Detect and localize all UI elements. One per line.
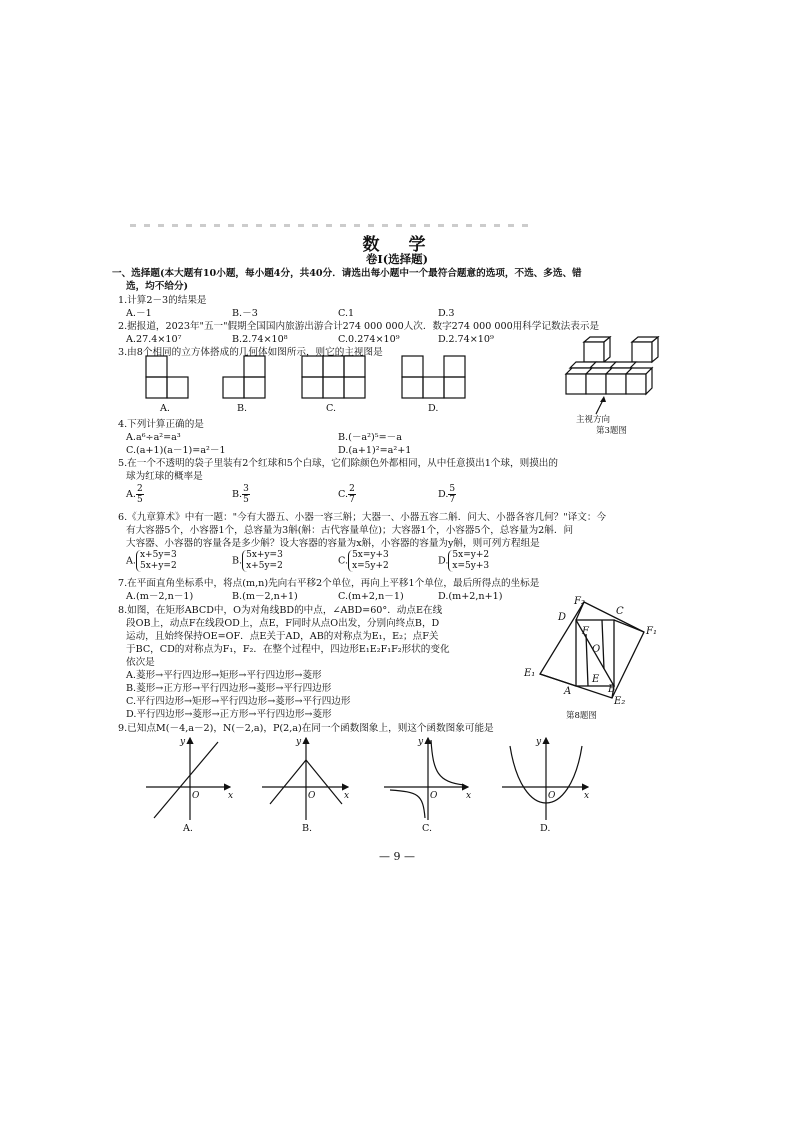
- q8-label-f: F: [582, 626, 589, 637]
- question-1-stem: 1.计算2－3的结果是: [118, 295, 207, 306]
- q1-option-a[interactable]: A.－1: [126, 308, 152, 319]
- q9-b-o: O: [308, 791, 316, 801]
- q3-figure-label: 主视方向: [576, 415, 611, 425]
- q9-a-y: y: [180, 737, 186, 747]
- q6-a-eq1: x+5y=3: [139, 550, 177, 560]
- q5-b-num: 3: [243, 484, 249, 494]
- q6-b-eq1: 5x+y=3: [246, 550, 283, 560]
- q9-c-y: y: [418, 737, 424, 747]
- q4-option-d[interactable]: D.(a+1)²=a²+1: [338, 445, 412, 456]
- q9-c-x: x: [466, 791, 472, 801]
- question-8-line-2: 段OB上，动点F在线段OD上，点E，F同时从点O出发，分别向终点B，D: [126, 618, 440, 629]
- q8-label-b: B: [608, 684, 616, 695]
- q8-label-a: A: [564, 686, 572, 697]
- q7-option-d[interactable]: D.(m+2,n+1): [438, 591, 503, 602]
- q5-c-letter: C.: [338, 489, 349, 500]
- q2-option-a[interactable]: A.27.4×10⁷: [126, 334, 182, 345]
- q5-option-d[interactable]: [438, 484, 456, 505]
- q1-option-b[interactable]: B.－3: [232, 308, 258, 319]
- q9-d-o: O: [548, 791, 556, 801]
- q8-label-e: E: [592, 674, 600, 685]
- q6-d-eq2: x=5y+3: [452, 561, 490, 571]
- q4-option-a[interactable]: A.a⁶÷a²=a³: [126, 432, 181, 443]
- question-6-stem: 6.《九章算术》中有一题："今有大器五、小器一容三斛；大器一、小器五容二斛．问大、小器各容几何？"译文：今: [118, 512, 607, 523]
- q5-option-b[interactable]: [232, 484, 250, 505]
- q8-option-d[interactable]: D.平行四边形→菱形→正方形→平行四边形→菱形: [126, 709, 332, 720]
- q7-option-a[interactable]: A.(m－2,n－1): [126, 591, 194, 602]
- q9-option-c[interactable]: C.: [422, 823, 433, 834]
- q5-d-letter: D.: [438, 489, 449, 500]
- q8-label-d: D: [558, 612, 567, 623]
- q8-label-c: C: [616, 606, 624, 617]
- q9-a-o: O: [192, 791, 200, 801]
- q5-d-den: 7: [449, 495, 456, 505]
- q3-option-d[interactable]: D.: [428, 403, 439, 414]
- question-6-stem-cont2: 大容器、小容器的容量各是多少斛？设大容器的容量为x斛，小容器的容量为y斛，则可列方程组是: [126, 538, 540, 549]
- question-8-line-3: 运动，且始终保持OE=OF．点E关于AD，AB的对称点为E₁，E₂；点F关: [126, 631, 439, 642]
- q2-option-c[interactable]: C.0.274×10⁹: [338, 334, 400, 345]
- q6-c-eq1: 5x=y+3: [352, 550, 389, 560]
- q3-option-b[interactable]: B.: [237, 403, 248, 414]
- q9-option-a[interactable]: A.: [183, 823, 193, 834]
- q4-option-c[interactable]: C.(a+1)(a－1)=a²－1: [126, 445, 226, 456]
- q8-label-f2: F₂: [574, 596, 585, 607]
- q9-graphs: [138, 732, 598, 824]
- q9-option-b[interactable]: B.: [302, 823, 313, 834]
- q5-option-a[interactable]: [126, 484, 144, 505]
- q6-c-eq2: x=5y+2: [352, 561, 389, 571]
- q9-option-d[interactable]: D.: [540, 823, 551, 834]
- q5-option-c[interactable]: [338, 484, 356, 505]
- q3-option-c[interactable]: C.: [326, 403, 337, 414]
- q6-a-eq2: 5x+y=2: [139, 561, 177, 571]
- q6-b-letter: B.: [232, 555, 243, 567]
- q6-option-d[interactable]: [438, 550, 489, 572]
- q6-option-a[interactable]: [126, 550, 177, 572]
- q6-a-letter: A.: [126, 555, 136, 567]
- q9-c-o: O: [430, 791, 438, 801]
- question-6-stem-cont1: 有大容器5个，小容器1个，总容量为3斛(斛：古代容量单位)；大容器1个，小容器5个，总容量为2斛．问: [126, 525, 574, 536]
- question-8-line-4: 于BC，CD的对称点为F₁，F₂．在整个过程中，四边形E₁E₂F₁F₂形状的变化: [126, 644, 450, 655]
- q6-d-letter: D.: [438, 555, 449, 567]
- q5-a-den: 5: [136, 495, 143, 505]
- question-9-stem: 9.已知点M(－4,a－2)，N(－2,a)，P(2,a)在同一个函数图象上，则这个函数图象可能是: [118, 723, 494, 734]
- q8-label-o: O: [592, 644, 601, 655]
- q6-option-c[interactable]: [338, 550, 389, 572]
- q8-geometry-figure: [518, 594, 668, 706]
- q1-option-c[interactable]: C.1: [338, 308, 355, 319]
- question-4-stem: 4.下列计算正确的是: [118, 419, 204, 430]
- question-3-stem: 3.由8个相同的立方体搭成的几何体如图所示，则它的主视图是: [118, 347, 383, 358]
- section-heading-cont: 选，均不给分): [126, 281, 189, 292]
- q6-b-eq2: x+5y=2: [246, 561, 283, 571]
- q3-cube-figure: [560, 336, 670, 418]
- q5-a-num: 2: [136, 484, 143, 494]
- q8-label-e2: E₂: [614, 696, 626, 706]
- q7-option-c[interactable]: C.(m+2,n－1): [338, 591, 404, 602]
- scan-artifact: [130, 224, 530, 227]
- q4-option-b[interactable]: B.(－a²)⁵=－a: [338, 432, 402, 443]
- q8-option-b[interactable]: B.菱形→正方形→平行四边形→菱形→平行四边形: [126, 683, 332, 694]
- q3-option-views: [140, 354, 470, 404]
- subject-title: 数 学: [362, 235, 432, 255]
- q8-option-a[interactable]: A.菱形→平行四边形→矩形→平行四边形→菱形: [126, 670, 322, 681]
- q2-option-b[interactable]: B.2.74×10⁸: [232, 334, 288, 345]
- q6-option-b[interactable]: [232, 550, 283, 572]
- question-5-stem-cont: 球为红球的概率是: [126, 471, 203, 482]
- q2-option-d[interactable]: D.2.74×10⁹: [438, 334, 494, 345]
- section-heading: 一、选择题(本大题有10小题，每小题4分，共40分．请选出每小题中一个最符合题意的选项，不选、多选、错: [112, 268, 582, 279]
- q5-b-letter: B.: [232, 489, 243, 500]
- q5-d-num: 5: [449, 484, 456, 494]
- q8-option-c[interactable]: C.平行四边形→矩形→平行四边形→菱形→平行四边形: [126, 696, 351, 707]
- question-2-stem: 2.据报道，2023年"五一"假期全国国内旅游出游合计274 000 000人次．数字274 000 000用科学记数法表示是: [118, 321, 600, 332]
- question-8-line-5: 依次是: [126, 657, 155, 668]
- q9-a-x: x: [228, 791, 234, 801]
- q3-option-a[interactable]: A.: [160, 403, 170, 414]
- q5-c-den: 7: [349, 495, 355, 505]
- volume-title: 卷Ⅰ(选择题): [365, 252, 429, 266]
- q9-d-y: y: [536, 737, 542, 747]
- question-5-stem: 5.在一个不透明的袋子里装有2个红球和5个白球，它们除颜色外都相同，从中任意摸出1个球，则摸出的: [118, 458, 558, 469]
- q1-option-d[interactable]: D.3: [438, 308, 455, 319]
- page-number: — 9 —: [379, 850, 415, 863]
- q6-d-eq1: 5x=y+2: [452, 550, 490, 560]
- q7-option-b[interactable]: B.(m－2,n+1): [232, 591, 298, 602]
- question-8-line-1: 8.如图，在矩形ABCD中，O为对角线BD的中点，∠ABD=60°．动点E在线: [118, 605, 443, 616]
- question-7-stem: 7.在平面直角坐标系中，将点(m,n)先向右平移2个单位，再向上平移1个单位，最后所得点的坐标是: [118, 578, 540, 589]
- q8-label-e1: E₁: [524, 668, 536, 679]
- q5-b-den: 5: [243, 495, 249, 505]
- q9-b-y: y: [296, 737, 302, 747]
- q8-figure-caption: 第8题图: [566, 711, 597, 721]
- q3-figure-caption: 第3题图: [596, 426, 627, 436]
- q8-label-f1: F₁: [646, 626, 657, 637]
- q6-c-letter: C.: [338, 555, 349, 567]
- q9-b-x: x: [344, 791, 350, 801]
- q9-d-x: x: [584, 791, 590, 801]
- q5-a-letter: A.: [126, 489, 136, 500]
- q5-c-num: 2: [349, 484, 355, 494]
